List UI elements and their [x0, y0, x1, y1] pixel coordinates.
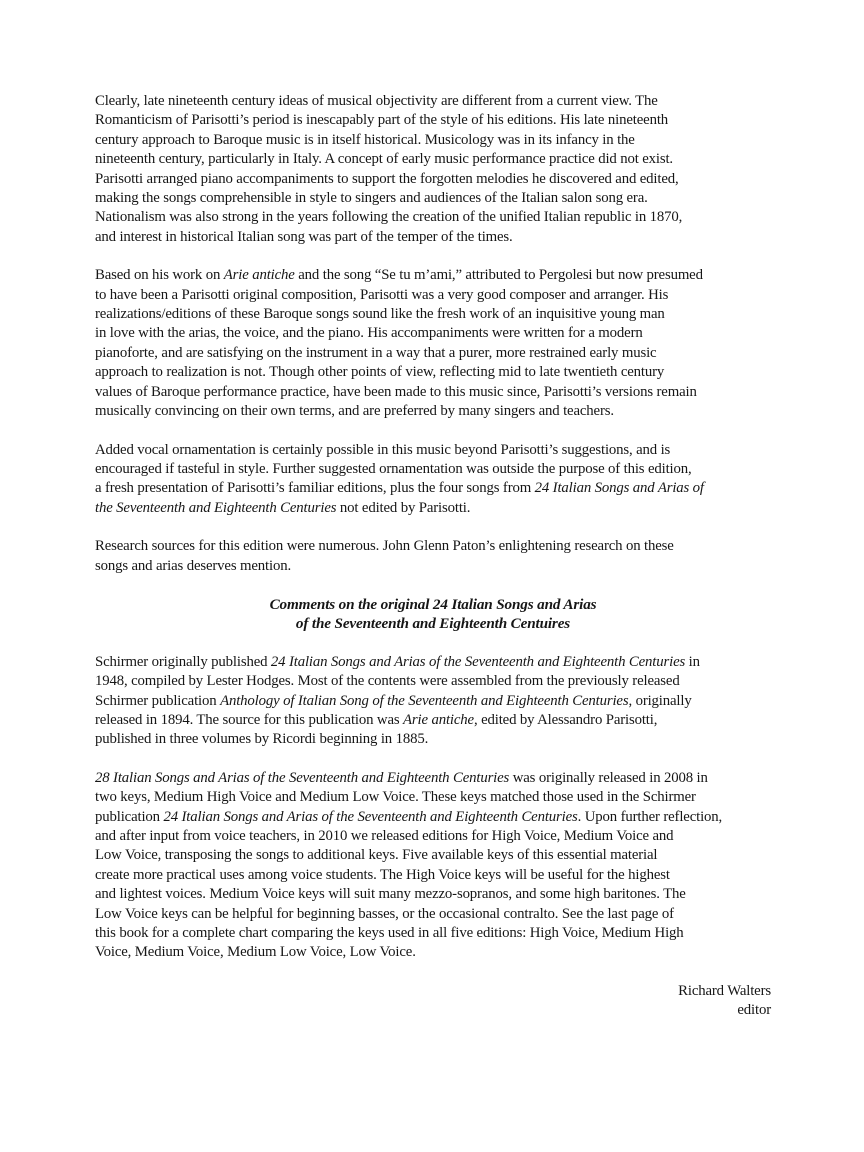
text-line	[95, 905, 771, 924]
text-line	[95, 383, 771, 402]
text-segment: and lightest voices. Medium Voice keys will suit many mezzo-sopranos, and some high baritones. The	[95, 886, 686, 903]
page-content	[95, 92, 771, 1021]
italic-text: 24 Italian Songs and Arias of the Seventeenth and Eighteenth Centuries	[270, 653, 686, 670]
text-segment: values of Baroque performance practice, have been made to this music since, Parisotti’s versions remain	[95, 383, 697, 400]
text-line	[95, 982, 771, 1001]
text-segment: , edited by Alessandro Parisotti,	[473, 711, 658, 728]
text-segment: released in 1894. The source for this publication was	[95, 711, 404, 728]
text-segment: Voice, Medium Voice, Medium Low Voice, Low Voice.	[95, 944, 416, 961]
paragraph-1	[95, 92, 771, 247]
paragraph-3	[95, 441, 771, 519]
text-segment: , originally	[628, 692, 692, 709]
text-line	[95, 499, 771, 518]
text-line	[95, 614, 771, 633]
text-segment: making the songs comprehensible in style to singers and audiences of the Italian salon song era.	[95, 190, 648, 207]
text-segment: Clearly, late nineteenth century ideas of musical objectivity are different from a current view. The	[95, 93, 658, 109]
text-segment: publication	[95, 808, 164, 825]
text-segment: published in three volumes by Ricordi beginning in 1885.	[95, 731, 429, 748]
section-heading	[95, 595, 771, 634]
text-segment: Low Voice keys can be helpful for beginning basses, or the occasional contralto. See the last page of	[95, 905, 674, 922]
text-line	[95, 808, 771, 827]
text-line	[95, 479, 771, 498]
text-segment: . Upon further reflection,	[577, 808, 723, 825]
text-segment: editor	[737, 1002, 771, 1019]
paragraph-2	[95, 266, 771, 421]
text-segment: Parisotti arranged piano accompaniments to support the forgotten melodies he discovered and edited,	[95, 170, 679, 187]
text-line	[95, 441, 771, 460]
text-segment: Richard Walters	[678, 982, 771, 999]
text-line	[95, 460, 771, 479]
text-line	[95, 111, 771, 130]
text-segment: nineteenth century, particularly in Italy. A concept of early music performance practice did not exist.	[95, 151, 673, 168]
text-segment: and after input from voice teachers, in 2010 we released editions for High Voice, Medium Voice and	[95, 828, 674, 844]
text-line	[95, 769, 771, 788]
text-segment: encouraged if tasteful in style. Further suggested ornamentation was outside the purpose of this edition,	[95, 460, 692, 477]
text-segment: Based on his work on	[95, 267, 224, 284]
text-line	[95, 595, 771, 614]
text-segment: 1948, compiled by Lester Hodges. Most of the contents were assembled from the previously released	[95, 673, 680, 690]
text-segment: approach to realization is not. Though other points of view, reflecting mid to late twentieth century	[95, 364, 665, 381]
text-line	[95, 537, 771, 556]
italic-text: Arie antiche	[223, 267, 295, 284]
text-line	[95, 170, 771, 189]
italic-text: 24 Italian Songs and Arias of	[534, 480, 704, 497]
text-line	[95, 866, 771, 885]
text-line	[95, 1001, 771, 1020]
text-segment: Romanticism of Parisotti’s period is inescapably part of the style of his editions. His late nineteenth	[95, 112, 669, 129]
text-line	[95, 827, 771, 846]
text-line	[95, 208, 771, 227]
paragraph-5	[95, 653, 771, 750]
text-segment: a fresh presentation of Parisotti’s familiar editions, plus the four songs from	[95, 480, 535, 497]
text-segment: not edited by Parisotti.	[336, 499, 471, 516]
text-line	[95, 692, 771, 711]
text-line	[95, 885, 771, 904]
text-segment: was originally released in 2008 in	[509, 769, 708, 786]
text-segment: create more practical uses among voice students. The High Voice keys will be useful for the highest	[95, 866, 670, 883]
text-line	[95, 711, 771, 730]
paragraph-4	[95, 537, 771, 576]
text-line	[95, 943, 771, 962]
text-segment: in	[685, 653, 700, 670]
text-line	[95, 344, 771, 363]
signature-block	[95, 982, 771, 1021]
text-segment: century approach to Baroque music is in itself historical. Musicology was in its infancy in the	[95, 131, 635, 148]
text-line	[95, 286, 771, 305]
text-line	[95, 266, 771, 285]
text-segment: songs and arias deserves mention.	[95, 557, 291, 574]
italic-text: Anthology of Italian Song of the Seventeenth and Eighteenth Centuries	[220, 692, 629, 709]
text-segment: to have been a Parisotti original composition, Parisotti was a very good composer and arranger. His	[95, 286, 669, 303]
text-segment: Schirmer originally published	[95, 653, 271, 670]
italic-text: 24 Italian Songs and Arias of the Seventeenth and Eighteenth Centuries	[163, 808, 578, 825]
text-segment: this book for a complete chart comparing the keys used in all five editions: High Voice, Medium High	[95, 925, 684, 942]
text-line	[95, 324, 771, 343]
text-segment: pianoforte, and are satisfying on the instrument in a way that a purer, more restrained early music	[95, 344, 657, 361]
paragraph-6	[95, 769, 771, 963]
text-line	[95, 924, 771, 943]
text-segment: and interest in historical Italian song was part of the temper of the times.	[95, 228, 513, 245]
text-line	[95, 150, 771, 169]
text-segment: Schirmer publication	[95, 692, 221, 709]
text-line	[95, 228, 771, 247]
text-segment: musically convincing on their own terms, and are preferred by many singers and teachers.	[95, 403, 614, 420]
text-line	[95, 788, 771, 807]
text-line	[95, 363, 771, 382]
italic-text: the Seventeenth and Eighteenth Centuries	[95, 499, 337, 516]
italic-text: Arie antiche	[403, 711, 474, 728]
text-segment: realizations/editions of these Baroque songs sound like the fresh work of an inquisitive young man	[95, 306, 665, 323]
text-line	[95, 672, 771, 691]
text-segment: in love with the arias, the voice, and the piano. His accompaniments were written for a modern	[95, 325, 643, 342]
text-segment: Research sources for this edition were numerous. John Glenn Paton’s enlightening research on these	[95, 538, 674, 555]
text-segment: two keys, Medium High Voice and Medium Low Voice. These keys matched those used in the Schirmer	[95, 789, 696, 806]
italic-text: 28 Italian Songs and Arias of the Seventeenth and Eighteenth Centuries	[95, 769, 510, 786]
text-line	[95, 131, 771, 150]
text-segment: and the song “Se tu m’ami,” attributed to Pergolesi but now presumed	[294, 267, 703, 284]
text-line	[95, 557, 771, 576]
text-line	[95, 730, 771, 749]
text-segment: Added vocal ornamentation is certainly possible in this music beyond Parisotti’s suggestions, and is	[95, 441, 671, 458]
text-segment: of the Seventeenth and Eighteenth Centuires	[295, 615, 571, 633]
text-segment: Nationalism was also strong in the years following the creation of the unified Italian republic in 1870,	[95, 209, 683, 226]
text-line	[95, 92, 771, 111]
text-line	[95, 305, 771, 324]
text-line	[95, 653, 771, 672]
text-line	[95, 189, 771, 208]
text-line	[95, 846, 771, 865]
text-segment: Comments on the original 24 Italian Songs and Arias	[269, 595, 597, 613]
text-line	[95, 402, 771, 421]
text-segment: Low Voice, transposing the songs to additional keys. Five available keys of this essential material	[95, 847, 658, 864]
